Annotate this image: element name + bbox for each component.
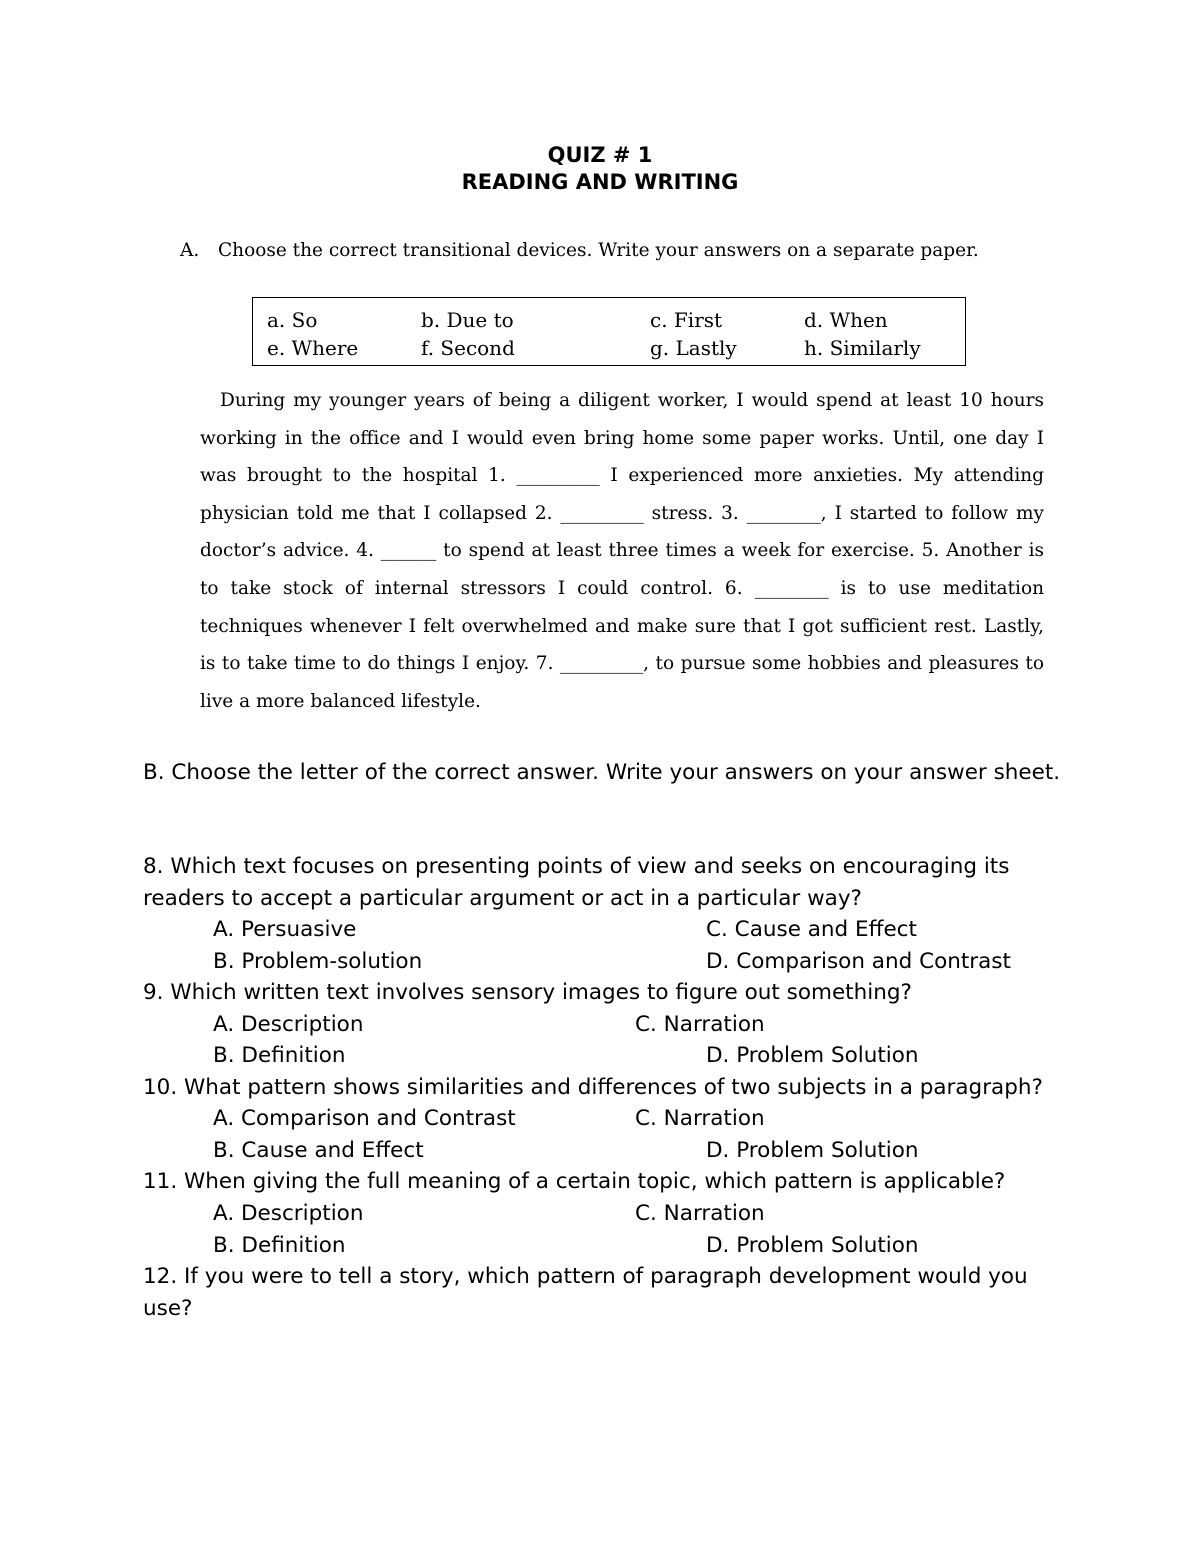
question-8	[143, 851, 1063, 977]
question-9	[143, 977, 1063, 1072]
option-b: B. Cause and Effect	[213, 1137, 424, 1163]
option-a: A. Comparison and Contrast	[213, 1106, 516, 1132]
question-10	[143, 1072, 1063, 1167]
choice-b: b. Due to	[421, 308, 514, 332]
section-a-label: A.	[180, 240, 200, 261]
section-a-instruction	[180, 240, 979, 261]
option-b: B. Problem-solution	[213, 948, 423, 974]
reading-passage: During my younger years of being a diligent worker, I would spend at least 10 hours working in the office and I would even bring home some paper works. Until, one day I was brought to the hospital 1. _________ I experienced more anxieties. My attending physician told me that I collapsed 2. _________ stress. 3. ________, I started to follow my doctor’s advice. 4. ______ to spend at least three times a week for exercise. 5. Another is to take stock of internal stressors I could control. 6. ________ is to use meditation techniques whenever I felt overwhelmed and make sure that I got sufficient rest. Lastly, is to take time to do things I enjoy. 7. _________, to pursue some hobbies and pleasures to live a more balanced lifestyle.	[200, 390, 1044, 712]
option-c: C. Cause and Effect	[706, 917, 917, 943]
option-d: D. Problem Solution	[706, 1043, 919, 1069]
choice-a: a. So	[267, 308, 318, 332]
question-text: 12. If you were to tell a story, which pattern of paragraph development would you use?	[143, 1263, 1028, 1321]
option-a: A. Description	[213, 1200, 364, 1226]
choice-f: f. Second	[421, 336, 515, 360]
answer-options	[143, 914, 1063, 977]
question-12	[143, 1261, 1063, 1324]
question-list	[143, 851, 1063, 1324]
question-11	[143, 1166, 1063, 1261]
option-d: D. Problem Solution	[706, 1232, 919, 1258]
quiz-title: QUIZ # 1	[547, 143, 653, 167]
question-text: 10. What pattern shows similarities and differences of two subjects in a paragraph?	[143, 1074, 1043, 1100]
option-a: A. Persuasive	[213, 917, 357, 943]
answer-options	[143, 1103, 1063, 1166]
option-d: D. Comparison and Contrast	[706, 948, 1011, 974]
option-c: C. Narration	[635, 1011, 765, 1037]
question-text: 9. Which written text involves sensory images to figure out something?	[143, 980, 912, 1006]
question-text: 8. Which text focuses on presenting points of view and seeks on encouraging its readers to accept a particular argument or act in a particular way?	[143, 854, 1010, 911]
option-b: B. Definition	[213, 1232, 346, 1258]
choice-g: g. Lastly	[650, 336, 737, 360]
option-d: D. Problem Solution	[706, 1137, 919, 1163]
option-c: C. Narration	[635, 1106, 765, 1132]
choice-c: c. First	[650, 308, 723, 332]
choices-box	[252, 297, 966, 366]
question-text: 11. When giving the full meaning of a certain topic, which pattern is applicable?	[143, 1169, 1006, 1195]
choice-h: h. Similarly	[804, 336, 921, 360]
option-c: C. Narration	[635, 1200, 765, 1226]
option-a: A. Description	[213, 1011, 364, 1037]
choice-d: d. When	[804, 308, 888, 332]
answer-options	[143, 1198, 1063, 1261]
section-a-text: Choose the correct transitional devices. Write your answers on a separate paper.	[218, 240, 979, 261]
subject-title: READING AND WRITING	[461, 170, 739, 194]
answer-options	[143, 1009, 1063, 1072]
choice-e: e. Where	[267, 336, 359, 360]
section-b-instruction: B. Choose the letter of the correct answer. Write your answers on your answer sheet.	[143, 760, 1061, 785]
option-b: B. Definition	[213, 1043, 346, 1069]
